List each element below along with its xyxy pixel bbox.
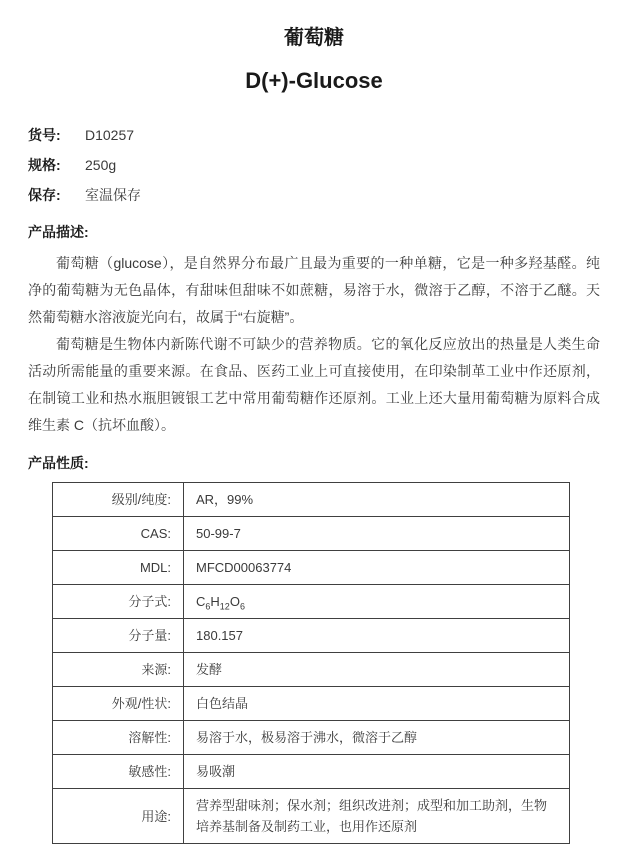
product-description xyxy=(28,250,600,439)
description-paragraph-2: 葡萄糖是生物体内新陈代谢不可缺少的营养物质。它的氧化反应放出的热量是人类生命活动所需能量的重要来源。在食品、医药工业上可直接使用，在印染制革工业中作还原剂，在制镜工业和热水瓶胆镀银工艺中常用葡萄糖作还原剂。工业上还大量用葡萄糖为原料合成维生素 C（抗坏血酸）。 xyxy=(28,336,600,433)
info-field-value: 室温保存 xyxy=(85,187,141,203)
row-label-cell: 用途: xyxy=(53,789,184,844)
table-row xyxy=(53,755,570,789)
table-row xyxy=(53,687,570,721)
properties-table xyxy=(52,482,570,844)
table-row xyxy=(53,551,570,585)
table-row xyxy=(53,619,570,653)
row-value-cell: 180.157 xyxy=(184,619,570,653)
row-value-cell: MFCD00063774 xyxy=(184,551,570,585)
page-title-zh: 葡萄糖 xyxy=(284,27,344,49)
row-value-cell: 易溶于水，极易溶于沸水，微溶于乙醇 xyxy=(184,721,570,755)
info-field-label: 保存: xyxy=(28,187,61,203)
row-label-cell: MDL: xyxy=(53,551,184,585)
info-field-value: D10257 xyxy=(85,127,135,143)
molecular-formula-value-cell: $C_6H_{12}O_6$ xyxy=(184,585,570,619)
row-value-cell: 50-99-7 xyxy=(184,517,570,551)
row-label-cell: 分子量: xyxy=(53,619,184,653)
page-title-en: D(+)-Glucose xyxy=(245,68,383,93)
info-field-label: 货号: xyxy=(28,127,61,143)
description-paragraph-1: 葡萄糖（glucose），是自然界分布最广且最为重要的一种单糖，它是一种多羟基醛。纯净的葡萄糖为无色晶体，有甜味但甜味不如蔗糖，易溶于水，微溶于乙醇，不溶于乙醚。天然葡萄糖水溶液旋光向右，故属于“右旋糖”。 xyxy=(28,255,600,325)
row-value-cell: 营养型甜味剂；保水剂；组织改进剂；成型和加工助剂，生物培养基制备及制药工业，也用作还原剂 xyxy=(184,789,570,844)
row-label-cell: 来源: xyxy=(53,653,184,687)
table-row xyxy=(53,789,570,844)
info-field-row xyxy=(28,180,600,210)
row-label-cell: 溶解性: xyxy=(53,721,184,755)
section-heading-description: 产品描述: xyxy=(28,224,89,240)
table-row xyxy=(53,517,570,551)
row-label-cell: CAS: xyxy=(53,517,184,551)
row-label-cell: 分子式: xyxy=(53,585,184,619)
info-field-label: 规格: xyxy=(28,157,61,173)
section-heading-properties: 产品性质: xyxy=(28,455,89,471)
row-value-cell: 易吸潮 xyxy=(184,755,570,789)
info-field-row xyxy=(28,150,600,180)
table-row xyxy=(53,483,570,517)
table-row xyxy=(53,585,570,619)
product-info-fields xyxy=(28,120,600,210)
row-value-cell: 发酵 xyxy=(184,653,570,687)
table-row xyxy=(53,721,570,755)
info-field-value: 250g xyxy=(85,157,117,173)
info-field-row xyxy=(28,120,600,150)
row-value-cell: AR，99% xyxy=(184,483,570,517)
row-value-cell: 白色结晶 xyxy=(184,687,570,721)
table-row xyxy=(53,653,570,687)
row-label-cell: 级别/纯度: xyxy=(53,483,184,517)
row-label-cell: 外观/性状: xyxy=(53,687,184,721)
properties-table-body xyxy=(53,483,570,844)
row-label-cell: 敏感性: xyxy=(53,755,184,789)
